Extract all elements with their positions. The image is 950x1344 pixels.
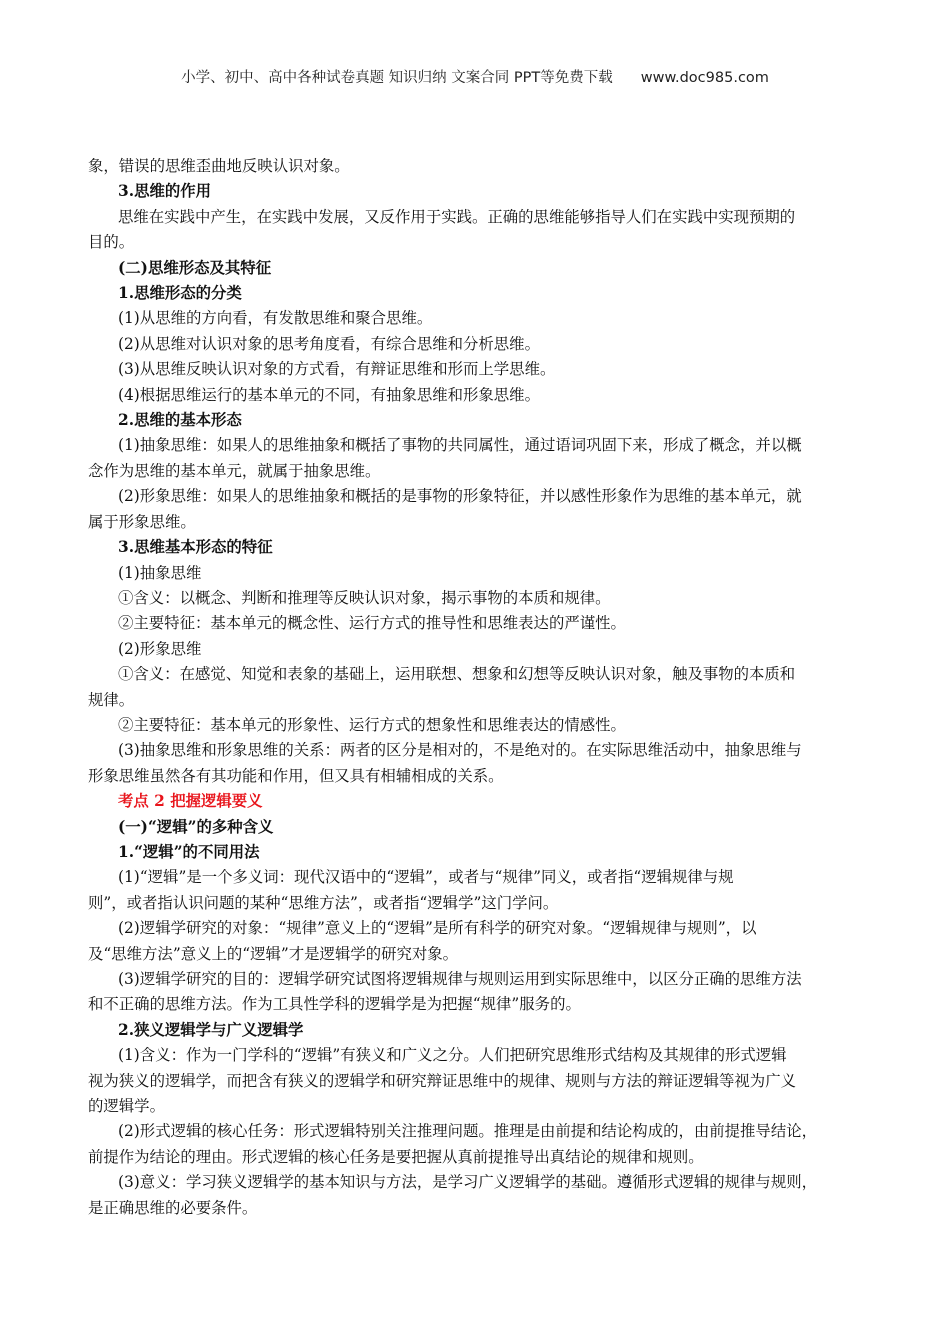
paragraph-line: 则”，或者指认识问题的某种“思维方法”，或者指“逻辑学”这门学问。 [88, 893, 559, 912]
paragraph-line: (1)抽象思维 [118, 563, 202, 582]
paragraph-line: (2)形象思维 [118, 639, 202, 658]
paragraph-line: (2)从思维对认识对象的思考角度看，有综合思维和分析思维。 [118, 334, 540, 353]
paragraph-line: (1)含义：作为一门学科的“逻辑”有狭义和广义之分。人们把研究思维形式结构及其规律的形式逻辑 [118, 1046, 787, 1065]
paragraph-line: 视为狭义的逻辑学，而把含有狭义的逻辑学和研究辩证思维中的规律、规则与方法的辩证逻辑等视为广义 [88, 1071, 796, 1090]
paragraph-line: 形象思维虽然各有其功能和作用，但又具有相辅相成的关系。 [88, 766, 504, 785]
paragraph-line: 象，错误的思维歪曲地反映认识对象。 [88, 157, 350, 175]
document-body [88, 154, 864, 1221]
paragraph-line: 规律。 [88, 690, 135, 709]
paragraph-line: (2)形象思维：如果人的思维抽象和概括的是事物的形象特征，并以感性形象作为思维的基本单元，就 [118, 487, 802, 506]
paragraph-line: 及“思维方法”意义上的“逻辑”才是逻辑学的研究对象。 [88, 944, 459, 963]
section-heading: 3.思维的作用 [118, 182, 212, 201]
paragraph-line: 的逻辑学。 [88, 1097, 165, 1116]
paragraph-line: ②主要特征：基本单元的形象性、运行方式的想象性和思维表达的情感性。 [118, 715, 626, 734]
paragraph-line: (1)“逻辑”是一个多义词：现代汉语中的“逻辑”，或者与“规律”同义，或者指“逻辑规律与规 [118, 868, 734, 887]
section-heading: 1.思维形态的分类 [118, 284, 242, 303]
paragraph-line: 念作为思维的基本单元，就属于抽象思维。 [88, 461, 381, 480]
section-heading: (一)“逻辑”的多种含义 [118, 817, 274, 836]
header-site: www.doc985.com [640, 70, 769, 86]
page-header [0, 66, 950, 87]
header-text: 小学、初中、高中各种试卷真题 知识归纳 文案合同 PPT等免费下载 [181, 70, 613, 86]
section-heading: (二)思维形态及其特征 [118, 258, 272, 277]
paragraph-line: (3)抽象思维和形象思维的关系：两者的区分是相对的，不是绝对的。在实际思维活动中，抽象思维与 [118, 741, 802, 760]
paragraph-line: 属于形象思维。 [88, 512, 196, 531]
paragraph-line: 是正确思维的必要条件。 [88, 1198, 258, 1217]
paragraph-line: 目的。 [88, 233, 135, 252]
section-heading: 3.思维基本形态的特征 [118, 538, 273, 557]
section-heading: 1.“逻辑”的不同用法 [118, 842, 260, 861]
paragraph-line: (3)意义：学习狭义逻辑学的基本知识与方法，是学习广义逻辑学的基础。遵循形式逻辑的规律与规则， [118, 1173, 817, 1192]
paragraph-line: ①含义：在感觉、知觉和表象的基础上，运用联想、想象和幻想等反映认识对象，触及事物的本质和 [118, 665, 796, 684]
paragraph-line: (1)从思维的方向看，有发散思维和聚合思维。 [118, 309, 433, 328]
paragraph-line: (3)逻辑学研究的目的：逻辑学研究试图将逻辑规律与规则运用到实际思维中，以区分正确的思维方法 [118, 970, 802, 988]
paragraph-line: 和不正确的思维方法。作为工具性学科的逻辑学是为把握“规律”服务的。 [88, 995, 581, 1014]
paragraph-line: (3)从思维反映认识对象的方式看，有辩证思维和形而上学思维。 [118, 360, 556, 379]
paragraph-line: 思维在实践中产生，在实践中发展，又反作用于实践。正确的思维能够指导人们在实践中实现预期的 [118, 207, 796, 226]
paragraph-line: (2)逻辑学研究的对象：“规律”意义上的“逻辑”是所有科学的研究对象。“逻辑规律与规则”，以 [118, 919, 757, 938]
paragraph-line: (4)根据思维运行的基本单元的不同，有抽象思维和形象思维。 [118, 385, 540, 404]
topic-heading: 考点 2 把握逻辑要义 [118, 792, 263, 811]
section-heading: 2.思维的基本形态 [118, 411, 242, 430]
paragraph-line: (2)形式逻辑的核心任务：形式逻辑特别关注推理问题。推理是由前提和结论构成的，由前提推导结论， [118, 1122, 817, 1141]
paragraph-line: ①含义：以概念、判断和推理等反映认识对象，揭示事物的本质和规律。 [118, 588, 611, 607]
paragraph-line: 前提作为结论的理由。形式逻辑的核心任务是要把握从真前提推导出真结论的规律和规则。 [88, 1147, 704, 1166]
paragraph-line: (1)抽象思维：如果人的思维抽象和概括了事物的共同属性，通过语词巩固下来，形成了概念，并以概 [118, 436, 802, 455]
paragraph-line: ②主要特征：基本单元的概念性、运行方式的推导性和思维表达的严谨性。 [118, 614, 626, 633]
section-heading: 2.狭义逻辑学与广义逻辑学 [118, 1020, 304, 1039]
